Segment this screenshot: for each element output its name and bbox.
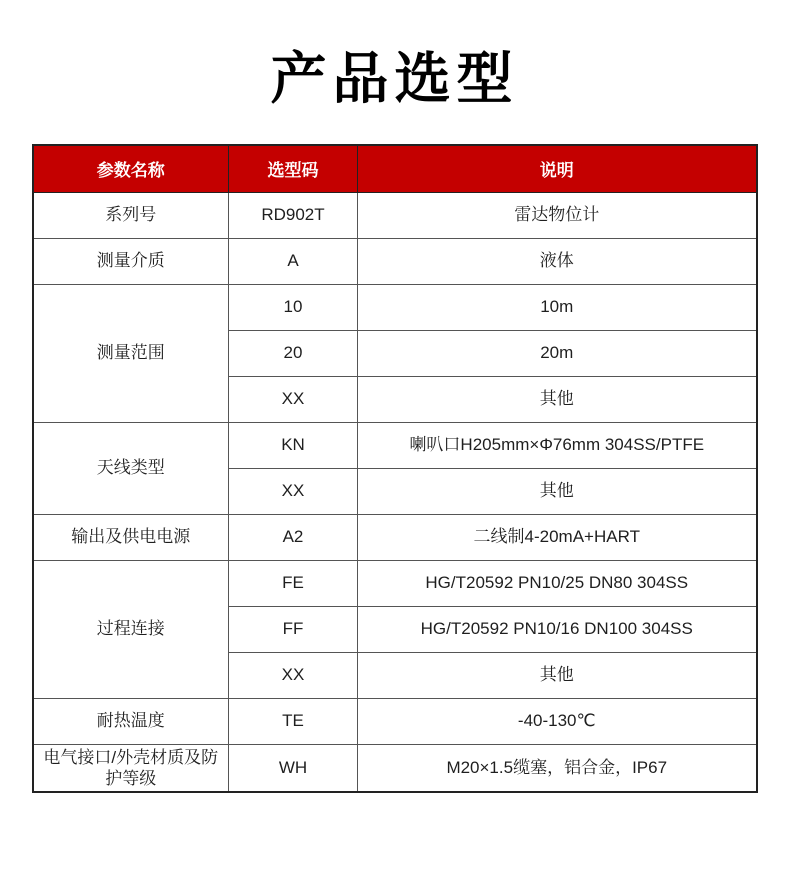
code-cell: WH [229,744,358,792]
product-selection-table [32,144,758,794]
code-cell: XX [229,468,358,514]
param-name-cell: 系列号 [33,192,229,238]
code-cell: 20 [229,330,358,376]
desc-cell: 其他 [358,652,757,698]
page-title: 产品选型 [270,47,519,110]
code-cell: KN [229,422,358,468]
desc-cell: 喇叭口H205mm×Φ76mm 304SS/PTFE [358,422,757,468]
param-name-cell: 过程连接 [33,560,229,698]
param-name-cell: 测量介质 [33,238,229,284]
table-row [33,192,757,238]
desc-cell: 其他 [358,376,757,422]
table-row [33,560,757,606]
code-cell: XX [229,376,358,422]
desc-cell: M20×1.5缆塞，铝合金，IP67 [358,744,757,792]
code-cell: RD902T [229,192,358,238]
column-header: 选型码 [229,145,358,193]
desc-cell: -40-130℃ [358,698,757,744]
desc-cell: HG/T20592 PN10/16 DN100 304SS [358,606,757,652]
desc-cell: 10m [358,284,757,330]
param-name-cell: 耐热温度 [33,698,229,744]
table-header-row [33,145,757,193]
desc-cell: 其他 [358,468,757,514]
column-header: 参数名称 [33,145,229,193]
code-cell: XX [229,652,358,698]
desc-cell: 二线制4-20mA+HART [358,514,757,560]
table-row [33,744,757,792]
desc-cell: 20m [358,330,757,376]
table-row [33,422,757,468]
table-body [33,192,757,792]
desc-cell: HG/T20592 PN10/25 DN80 304SS [358,560,757,606]
desc-cell: 雷达物位计 [358,192,757,238]
code-cell: FF [229,606,358,652]
code-cell: A2 [229,514,358,560]
param-name-cell: 测量范围 [33,284,229,422]
column-header: 说明 [358,145,757,193]
param-name-cell: 输出及供电电源 [33,514,229,560]
code-cell: 10 [229,284,358,330]
code-cell: TE [229,698,358,744]
table-row [33,514,757,560]
table-row [33,238,757,284]
table-row [33,284,757,330]
code-cell: A [229,238,358,284]
desc-cell: 液体 [358,238,757,284]
param-name-cell: 电气接口/外壳材质及防护等级 [33,744,229,792]
code-cell: FE [229,560,358,606]
param-name-cell: 天线类型 [33,422,229,514]
table-row [33,698,757,744]
